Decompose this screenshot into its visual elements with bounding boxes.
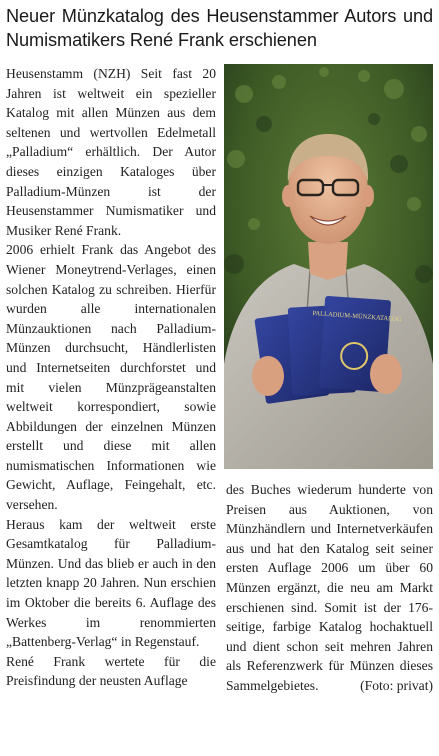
article-paragraph	[226, 480, 433, 696]
article-paragraph: Heraus kam der weltweit erste Gesamtkatalog für Palladium-Münzen. Und das blieb er auch in den letzten knapp 20 Jahren. Nun erschien im Oktober die bereits 6. Auflage des Werkes im renommierten „Battenberg-Verlag“ in Regenstauf.	[6, 516, 216, 650]
article-column-right	[226, 480, 433, 696]
article-paragraph: Heusenstamm (NZH) Seit fast 20 Jahren ist weltweit ein spezieller Katalog mit allen Münzen aus dem seltenen und wertvollen Edelmetall „Palladium“ erhältlich. Der Autor dieses einzigen Kataloges über Palladium-Münzen ist der Heusenstammer Numismatiker und Musiker René Frank.	[6, 66, 216, 238]
article-paragraph: 2006 erhielt Frank das Angebot des Wiener Moneytrend-Verlages, einen solchen Katalog zu schreiben. Hierfür wurden alle internationalen Münzauktionen nach Palladium-Münzen durchsucht, Händlerlisten und Internetseiten durchforstet und mit vielen Münzprägeanstalten weltweit korrespondiert, sowie Abbildungen der einzelnen Münzen erstellt und diese mit allen numismatischen Informationen wie Gewicht, Auflage, Feingehalt, etc. versehen.	[6, 242, 216, 513]
headline: Neuer Münzkatalog des Heusenstammer Autors und Numismatikers René Frank erschienen	[6, 6, 433, 50]
article-text: des Buches wiederum hunderte von Preisen aus Auktionen, von Münzhändlern und Internetverkäufen aus und hat den Katalog seit seiner ersten Auflage 2006 um über 60 Münzen ergänzt, die neu am Markt erschienen sind. Somit ist der 176-seitige, farbige Katalog hochaktuell und dient schon seit mehren Jahren als Referenzwerk für Münzen dieses Sammelgebietes.	[226, 482, 433, 693]
author-photo	[224, 64, 433, 469]
photo-credit: (Foto: privat)	[360, 677, 433, 693]
article-paragraph: René Frank wertete für die Preisfindung der neusten Auflage	[6, 653, 216, 689]
book-cover-title: PALLADIUM-MÜNZKATALOG	[312, 309, 402, 324]
article-column-left	[6, 64, 216, 691]
